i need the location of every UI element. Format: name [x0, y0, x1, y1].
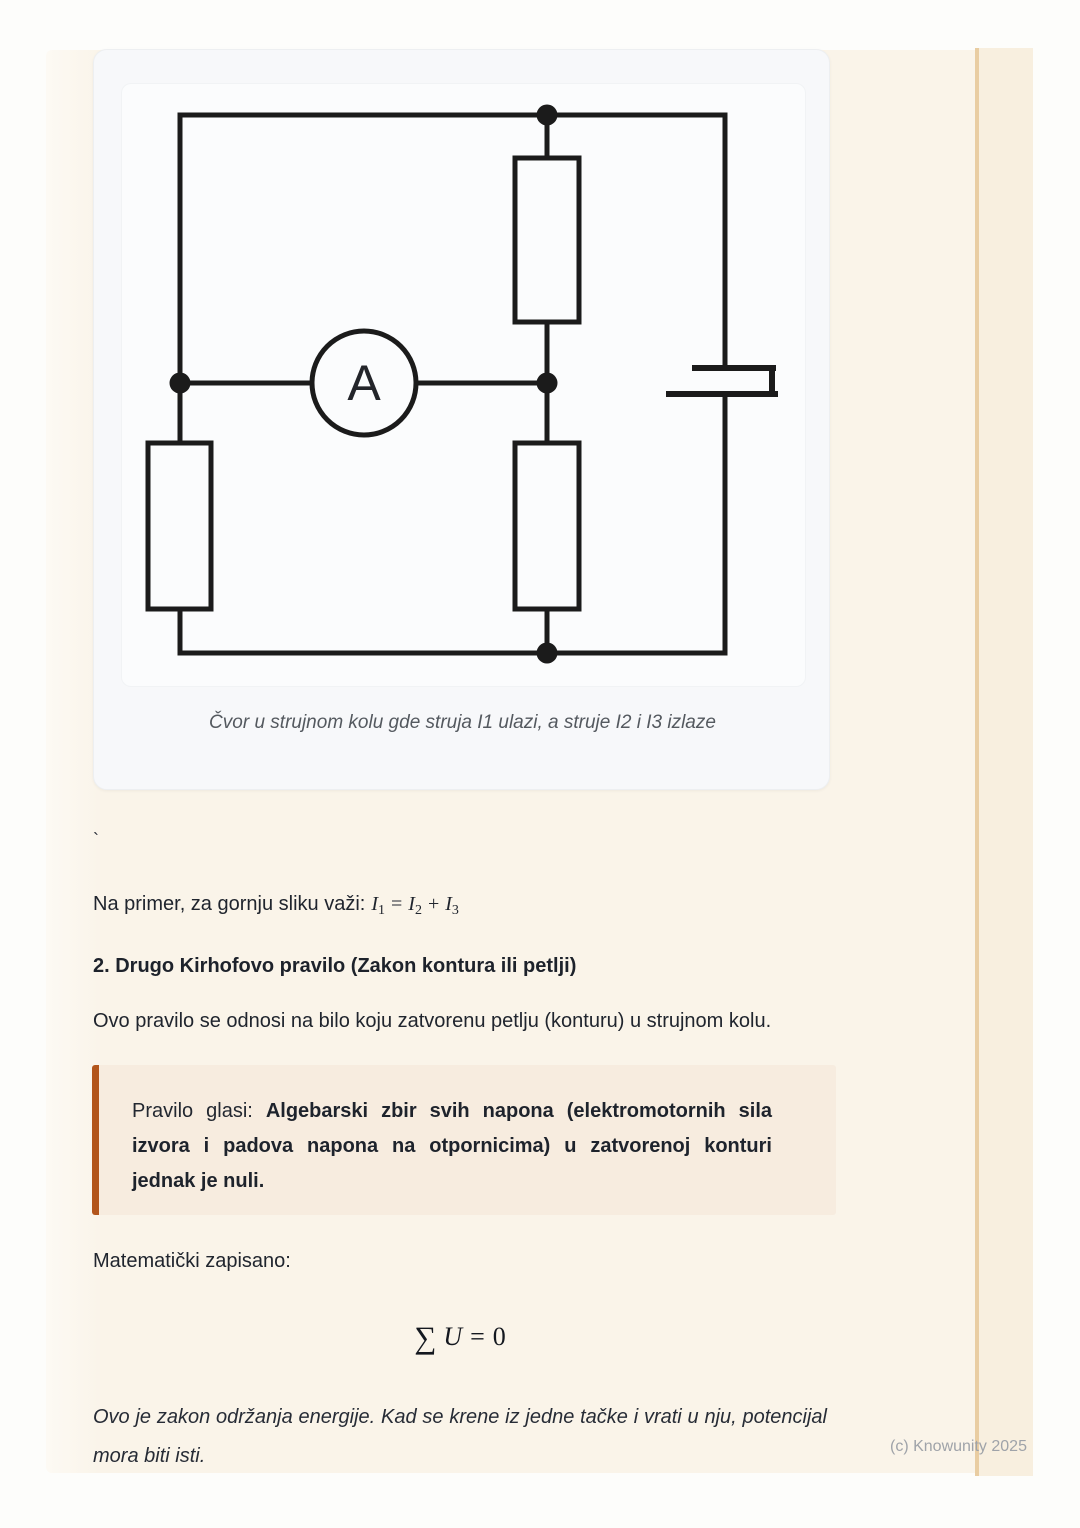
- math-i2-sub: 2: [414, 903, 422, 918]
- ammeter-label: A: [347, 355, 381, 411]
- resistor-center-top: [515, 158, 579, 322]
- callout-rule-text: Algebarski zbir svih napona (elektromotornih sila izvora i padova napona na otpornicima) u zatvorenoj konturi jednak je nuli.: [132, 1100, 772, 1192]
- math-i2: I: [408, 893, 415, 915]
- math-i1-sub: 1: [378, 903, 385, 918]
- math-plus: +: [427, 893, 440, 915]
- resistor-left: [148, 443, 211, 609]
- math-equals: =: [391, 893, 403, 915]
- intro-paragraph: Ovo pravilo se odnosi na bilo koju zatvorenu petlju (konturu) u strujnom kolu.: [93, 1010, 772, 1032]
- math-intro: Matematički zapisano:: [93, 1250, 291, 1272]
- formula-variable: U: [443, 1322, 463, 1351]
- callout-lead: Pravilo glasi:: [132, 1100, 266, 1122]
- node-dot-top: [537, 105, 558, 126]
- figure-caption: Čvor u strujnom kolu gde struja I1 ulazi, a struje I2 i I3 izlaze: [209, 712, 716, 733]
- node-dot-bottom: [537, 643, 558, 664]
- math-i1: I: [371, 893, 378, 915]
- section-heading: 2. Drugo Kirhofovo pravilo (Zakon kontura ili petlji): [93, 955, 577, 977]
- node-dot-center: [537, 373, 558, 394]
- figure-panel: [121, 83, 806, 687]
- math-i3-sub: 3: [451, 903, 459, 918]
- formula-equals: =: [470, 1322, 485, 1351]
- copyright-watermark: (c) Knowunity 2025: [890, 1438, 1027, 1455]
- resistor-center-bottom: [515, 443, 579, 609]
- example-text: Na primer, za gornju sliku važi:: [93, 893, 366, 915]
- callout-box: [92, 1065, 836, 1215]
- figure-card: [93, 49, 830, 790]
- next-page-sliver: [979, 48, 1033, 1476]
- closing-paragraph: Ovo je zakon održanja energije. Kad se krene iz jedne tačke i vrati u nju, potencijal mora biti isti.: [93, 1406, 827, 1467]
- circuit-diagram: [122, 84, 807, 688]
- example-line: [93, 893, 833, 919]
- sigma-symbol: ∑: [414, 1320, 437, 1355]
- formula-value: 0: [492, 1322, 506, 1351]
- node-dot-left: [170, 373, 191, 394]
- stray-backtick: `: [93, 830, 99, 850]
- formula-sum: [93, 1320, 827, 1356]
- callout-text: [132, 1094, 772, 1199]
- math-i3: I: [445, 893, 452, 915]
